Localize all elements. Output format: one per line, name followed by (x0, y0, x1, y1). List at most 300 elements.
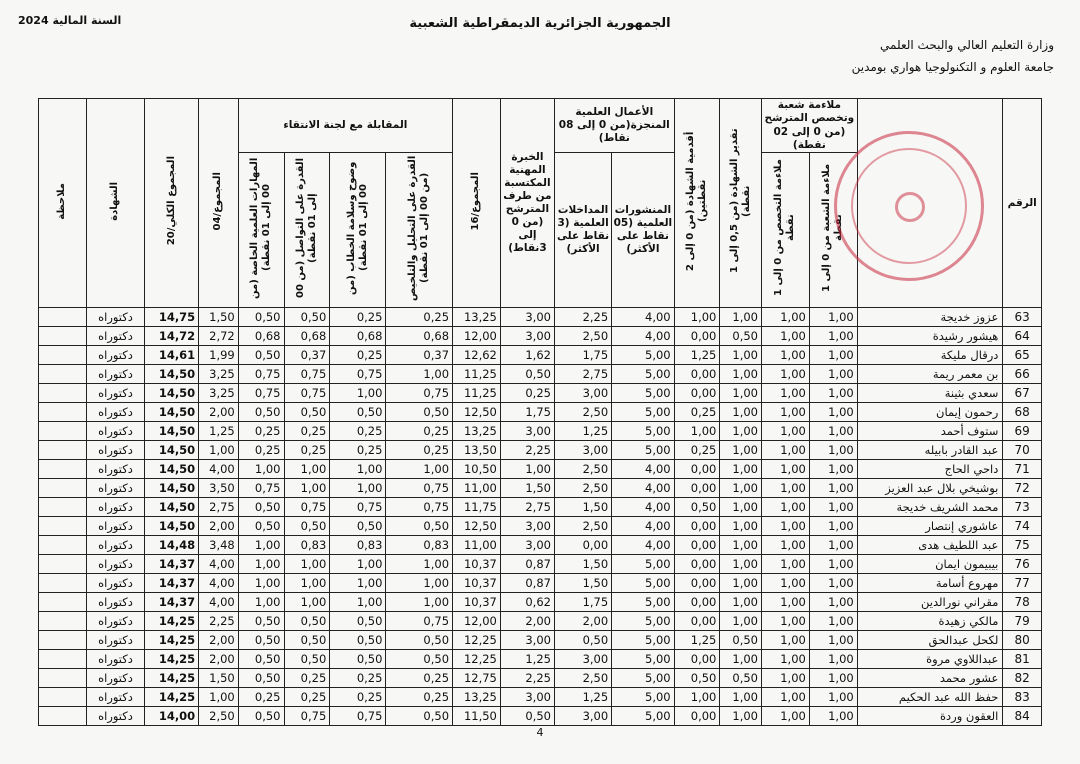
cell-fit-spec: 1,00 (761, 403, 809, 422)
cell-interventions: 2,50 (554, 669, 611, 688)
cell-total16: 11,00 (453, 536, 501, 555)
cell-name: مقراني نورالدين (857, 593, 1003, 612)
cell-total04: 3,25 (199, 365, 239, 384)
cell-certificate: دكتوراه (86, 403, 144, 422)
cell-notes (39, 403, 87, 422)
ministry-name: وزارة التعليم العالي والبحث العلمي (880, 38, 1054, 52)
cell-grand-total: 14,50 (145, 384, 199, 403)
cell-fit-spec: 1,00 (761, 650, 809, 669)
cell-analysis: 0,75 (386, 479, 453, 498)
cell-notes (39, 346, 87, 365)
col-fit-spec: ملاءمة التخصص من 0 إلى 1 نقطة (761, 153, 809, 308)
cell-publications: 4,00 (612, 460, 674, 479)
cell-experience: 1,50 (500, 479, 554, 498)
cell-communication: 1,00 (284, 460, 330, 479)
cell-fit-branch: 1,00 (809, 460, 857, 479)
cell-cert-seniority: 0,00 (674, 555, 720, 574)
cell-cert-grade: 1,00 (720, 688, 762, 707)
cell-analysis: 0,50 (386, 403, 453, 422)
cell-total04: 3,50 (199, 479, 239, 498)
cell-total16: 12,25 (453, 631, 501, 650)
cell-analysis: 0,75 (386, 612, 453, 631)
cell-name: عبد القادر بابيله (857, 441, 1003, 460)
cell-fit-branch: 1,00 (809, 669, 857, 688)
cell-certificate: دكتوراه (86, 555, 144, 574)
cell-skills: 0,25 (238, 422, 284, 441)
cell-interventions: 2,50 (554, 327, 611, 346)
cell-communication: 0,50 (284, 517, 330, 536)
cell-total16: 13,50 (453, 441, 501, 460)
cell-total16: 10,37 (453, 574, 501, 593)
cell-cert-seniority: 1,00 (674, 688, 720, 707)
cell-rank: 70 (1003, 441, 1042, 460)
cell-rank: 83 (1003, 688, 1042, 707)
col-publications: المنشورات العلمية (05 نقاط على الأكثر) (612, 153, 674, 308)
cell-publications: 5,00 (612, 365, 674, 384)
cell-publications: 4,00 (612, 498, 674, 517)
cell-fit-branch: 1,00 (809, 498, 857, 517)
cell-notes (39, 441, 87, 460)
cell-notes (39, 536, 87, 555)
cell-fit-spec: 1,00 (761, 365, 809, 384)
cell-clarity: 0,83 (330, 536, 386, 555)
cell-total04: 2,50 (199, 707, 239, 726)
cell-grand-total: 14,50 (145, 460, 199, 479)
cell-cert-seniority: 0,00 (674, 384, 720, 403)
cell-analysis: 1,00 (386, 593, 453, 612)
table-row (39, 536, 1042, 555)
cell-cert-grade: 1,00 (720, 384, 762, 403)
cell-publications: 5,00 (612, 441, 674, 460)
cell-experience: 2,25 (500, 669, 554, 688)
cell-total04: 2,75 (199, 498, 239, 517)
cell-interventions: 2,25 (554, 308, 611, 327)
cell-fit-spec: 1,00 (761, 574, 809, 593)
cell-skills: 0,50 (238, 631, 284, 650)
cell-total16: 12,50 (453, 517, 501, 536)
cell-cert-grade: 1,00 (720, 422, 762, 441)
cell-communication: 1,00 (284, 555, 330, 574)
cell-notes (39, 688, 87, 707)
cell-total16: 12,75 (453, 669, 501, 688)
cell-rank: 80 (1003, 631, 1042, 650)
cell-skills: 0,50 (238, 346, 284, 365)
cell-fit-spec: 1,00 (761, 555, 809, 574)
cell-name: لكحل عبدالحق (857, 631, 1003, 650)
cell-fit-branch: 1,00 (809, 308, 857, 327)
cell-total04: 2,00 (199, 650, 239, 669)
cell-skills: 0,75 (238, 365, 284, 384)
cell-interventions: 3,00 (554, 441, 611, 460)
col-experience: الخبرة المهنية المكتسبة من طرف المترشح (من 0 إلى 3نقاط) (500, 99, 554, 308)
cell-publications: 4,00 (612, 308, 674, 327)
cell-communication: 0,37 (284, 346, 330, 365)
cell-grand-total: 14,25 (145, 650, 199, 669)
cell-fit-spec: 1,00 (761, 669, 809, 688)
cell-skills: 0,50 (238, 669, 284, 688)
col-communication: القدرة على التواصل (من 00 إلى 01 نقطة) (284, 153, 330, 308)
cell-experience: 0,50 (500, 365, 554, 384)
col-skills: المهارات العلمية الخاصة (من 00 إلى 01 نقطة) (238, 153, 284, 308)
cell-notes (39, 631, 87, 650)
table-row (39, 650, 1042, 669)
cell-name: بن معمر ريمة (857, 365, 1003, 384)
cell-publications: 5,00 (612, 422, 674, 441)
cell-cert-grade: 1,00 (720, 593, 762, 612)
table-row (39, 365, 1042, 384)
cell-total16: 12,00 (453, 612, 501, 631)
cell-interventions: 0,50 (554, 631, 611, 650)
cell-total04: 4,00 (199, 460, 239, 479)
cell-rank: 66 (1003, 365, 1042, 384)
cell-clarity: 0,25 (330, 688, 386, 707)
cell-rank: 78 (1003, 593, 1042, 612)
cell-name: عاشوري إنتصار (857, 517, 1003, 536)
cell-cert-seniority: 0,00 (674, 612, 720, 631)
cell-interventions: 3,00 (554, 707, 611, 726)
cell-clarity: 0,25 (330, 422, 386, 441)
cell-cert-grade: 1,00 (720, 574, 762, 593)
cell-total16: 11,50 (453, 707, 501, 726)
cell-certificate: دكتوراه (86, 593, 144, 612)
cell-total04: 1,25 (199, 422, 239, 441)
cell-skills: 0,68 (238, 327, 284, 346)
cell-fit-branch: 1,00 (809, 631, 857, 650)
cell-grand-total: 14,00 (145, 707, 199, 726)
cell-skills: 0,25 (238, 441, 284, 460)
cell-total16: 11,25 (453, 365, 501, 384)
cell-total04: 2,25 (199, 612, 239, 631)
cell-clarity: 1,00 (330, 574, 386, 593)
col-fit-group: ملاءمة شعبة وتخصص المترشح (من 0 إلى 02 نقطة) (761, 99, 857, 153)
cell-rank: 81 (1003, 650, 1042, 669)
cell-total16: 12,00 (453, 327, 501, 346)
cell-fit-spec: 1,00 (761, 498, 809, 517)
table-row (39, 612, 1042, 631)
table-row (39, 441, 1042, 460)
cell-experience: 0,25 (500, 384, 554, 403)
cell-fit-spec: 1,00 (761, 593, 809, 612)
cell-fit-branch: 1,00 (809, 593, 857, 612)
cell-cert-grade: 0,50 (720, 327, 762, 346)
cell-experience: 2,75 (500, 498, 554, 517)
cell-interventions: 3,00 (554, 650, 611, 669)
col-cert-grade: تقدير الشهادة (من 0,5 إلى 1 نقطة) (720, 99, 762, 308)
col-works-group: الأعمال العلمية المنجزة(من 0 إلى 08 نقاط) (554, 99, 674, 153)
col-interventions: المداخلات العلمية (3 نقاط على الأكثر) (554, 153, 611, 308)
cell-interventions: 1,25 (554, 422, 611, 441)
cell-publications: 5,00 (612, 346, 674, 365)
cell-clarity: 1,00 (330, 384, 386, 403)
cell-cert-grade: 1,00 (720, 536, 762, 555)
cell-cert-grade: 1,00 (720, 346, 762, 365)
cell-analysis: 0,50 (386, 631, 453, 650)
cell-cert-seniority: 1,00 (674, 308, 720, 327)
cell-name: داحي الحاج (857, 460, 1003, 479)
cell-clarity: 0,25 (330, 308, 386, 327)
col-certificate: الشهادة (86, 99, 144, 308)
cell-total04: 2,00 (199, 517, 239, 536)
cell-rank: 72 (1003, 479, 1042, 498)
cell-clarity: 0,50 (330, 403, 386, 422)
cell-notes (39, 517, 87, 536)
cell-interventions: 1,25 (554, 688, 611, 707)
table-row (39, 593, 1042, 612)
cell-name: درقال مليكة (857, 346, 1003, 365)
cell-experience: 1,25 (500, 650, 554, 669)
cell-experience: 0,87 (500, 555, 554, 574)
cell-fit-spec: 1,00 (761, 707, 809, 726)
fiscal-year: السنة المالية 2024 (18, 14, 122, 27)
republic-title: الجمهورية الجزائرية الديمقراطية الشعبية (409, 16, 671, 31)
cell-name: حفظ الله عبد الحكيم (857, 688, 1003, 707)
cell-skills: 0,50 (238, 650, 284, 669)
cell-skills: 1,00 (238, 593, 284, 612)
cell-experience: 2,25 (500, 441, 554, 460)
cell-skills: 1,00 (238, 460, 284, 479)
cell-grand-total: 14,37 (145, 593, 199, 612)
cell-fit-spec: 1,00 (761, 517, 809, 536)
cell-skills: 0,50 (238, 707, 284, 726)
cell-notes (39, 555, 87, 574)
cell-cert-grade: 1,00 (720, 707, 762, 726)
cell-cert-grade: 1,00 (720, 403, 762, 422)
cell-total04: 3,48 (199, 536, 239, 555)
cell-fit-branch: 1,00 (809, 327, 857, 346)
cell-notes (39, 669, 87, 688)
cell-fit-branch: 1,00 (809, 365, 857, 384)
cell-cert-grade: 0,50 (720, 631, 762, 650)
cell-experience: 0,50 (500, 707, 554, 726)
cell-publications: 4,00 (612, 327, 674, 346)
cell-fit-branch: 1,00 (809, 479, 857, 498)
table-row (39, 346, 1042, 365)
cell-rank: 79 (1003, 612, 1042, 631)
cell-grand-total: 14,25 (145, 612, 199, 631)
cell-cert-seniority: 1,25 (674, 631, 720, 650)
cell-total04: 4,00 (199, 555, 239, 574)
cell-clarity: 0,75 (330, 365, 386, 384)
cell-name: سعدي بثينة (857, 384, 1003, 403)
cell-total16: 13,25 (453, 688, 501, 707)
table-row (39, 479, 1042, 498)
cell-communication: 0,50 (284, 612, 330, 631)
cell-rank: 74 (1003, 517, 1042, 536)
cell-certificate: دكتوراه (86, 574, 144, 593)
cell-skills: 0,50 (238, 308, 284, 327)
cell-grand-total: 14,50 (145, 517, 199, 536)
cell-analysis: 0,50 (386, 707, 453, 726)
cell-certificate: دكتوراه (86, 346, 144, 365)
cell-total16: 11,25 (453, 384, 501, 403)
cell-total16: 11,75 (453, 498, 501, 517)
cell-name: العقون وردة (857, 707, 1003, 726)
col-rank: الرقم (1003, 99, 1042, 308)
cell-experience: 2,00 (500, 612, 554, 631)
cell-fit-branch: 1,00 (809, 403, 857, 422)
table-row (39, 403, 1042, 422)
col-analysis: القدرة على التحليل والتلخيص (من 00 إلى 01 نقطة) (386, 153, 453, 308)
cell-certificate: دكتوراه (86, 308, 144, 327)
cell-grand-total: 14,37 (145, 555, 199, 574)
cell-certificate: دكتوراه (86, 631, 144, 650)
cell-grand-total: 14,50 (145, 479, 199, 498)
cell-interventions: 1,50 (554, 574, 611, 593)
cell-name: مهروع أسامة (857, 574, 1003, 593)
cell-certificate: دكتوراه (86, 441, 144, 460)
cell-skills: 1,00 (238, 555, 284, 574)
cell-total04: 4,00 (199, 593, 239, 612)
cell-certificate: دكتوراه (86, 498, 144, 517)
cell-interventions: 1,50 (554, 498, 611, 517)
cell-fit-spec: 1,00 (761, 384, 809, 403)
cell-cert-seniority: 1,00 (674, 422, 720, 441)
cell-communication: 1,00 (284, 479, 330, 498)
cell-certificate: دكتوراه (86, 422, 144, 441)
cell-fit-spec: 1,00 (761, 479, 809, 498)
cell-communication: 0,50 (284, 308, 330, 327)
cell-total16: 10,50 (453, 460, 501, 479)
cell-grand-total: 14,48 (145, 536, 199, 555)
cell-clarity: 1,00 (330, 555, 386, 574)
cell-certificate: دكتوراه (86, 327, 144, 346)
cell-fit-branch: 1,00 (809, 422, 857, 441)
cell-rank: 84 (1003, 707, 1042, 726)
cell-experience: 3,00 (500, 308, 554, 327)
cell-communication: 0,75 (284, 384, 330, 403)
cell-publications: 5,00 (612, 555, 674, 574)
cell-publications: 5,00 (612, 384, 674, 403)
cell-fit-branch: 1,00 (809, 707, 857, 726)
cell-analysis: 0,50 (386, 517, 453, 536)
cell-rank: 77 (1003, 574, 1042, 593)
cell-notes (39, 308, 87, 327)
table-row (39, 384, 1042, 403)
cell-cert-grade: 1,00 (720, 498, 762, 517)
col-notes: ملاحظة (39, 99, 87, 308)
cell-experience: 0,87 (500, 574, 554, 593)
cell-cert-seniority: 0,50 (674, 498, 720, 517)
cell-total04: 2,00 (199, 403, 239, 422)
cell-analysis: 0,37 (386, 346, 453, 365)
cell-fit-branch: 1,00 (809, 346, 857, 365)
cell-cert-seniority: 0,00 (674, 365, 720, 384)
cell-clarity: 1,00 (330, 479, 386, 498)
cell-interventions: 2,50 (554, 479, 611, 498)
cell-publications: 4,00 (612, 479, 674, 498)
cell-grand-total: 14,25 (145, 688, 199, 707)
cell-publications: 5,00 (612, 688, 674, 707)
cell-rank: 82 (1003, 669, 1042, 688)
cell-cert-grade: 1,00 (720, 555, 762, 574)
cell-skills: 0,25 (238, 688, 284, 707)
cell-name: عزوز خديجة (857, 308, 1003, 327)
cell-clarity: 0,50 (330, 631, 386, 650)
cell-cert-seniority: 0,00 (674, 536, 720, 555)
cell-communication: 1,00 (284, 593, 330, 612)
cell-fit-branch: 1,00 (809, 517, 857, 536)
cell-total04: 1,99 (199, 346, 239, 365)
cell-experience: 1,00 (500, 460, 554, 479)
cell-grand-total: 14,25 (145, 669, 199, 688)
cell-cert-seniority: 0,25 (674, 403, 720, 422)
cell-interventions: 1,75 (554, 593, 611, 612)
cell-total04: 2,72 (199, 327, 239, 346)
cell-fit-spec: 1,00 (761, 422, 809, 441)
cell-skills: 0,50 (238, 517, 284, 536)
cell-certificate: دكتوراه (86, 669, 144, 688)
cell-fit-branch: 1,00 (809, 536, 857, 555)
cell-analysis: 1,00 (386, 365, 453, 384)
cell-cert-grade: 1,00 (720, 308, 762, 327)
cell-interventions: 0,00 (554, 536, 611, 555)
cell-total04: 2,00 (199, 631, 239, 650)
cell-interventions: 2,75 (554, 365, 611, 384)
cell-notes (39, 593, 87, 612)
cell-experience: 3,00 (500, 327, 554, 346)
cell-rank: 68 (1003, 403, 1042, 422)
table-row (39, 327, 1042, 346)
cell-total04: 1,00 (199, 688, 239, 707)
cell-certificate: دكتوراه (86, 536, 144, 555)
table-row (39, 498, 1042, 517)
cell-notes (39, 574, 87, 593)
cell-total04: 1,50 (199, 308, 239, 327)
cell-notes (39, 650, 87, 669)
cell-rank: 65 (1003, 346, 1042, 365)
col-total04: المجموع/04 (199, 99, 239, 308)
cell-cert-grade: 1,00 (720, 479, 762, 498)
cell-certificate: دكتوراه (86, 650, 144, 669)
cell-grand-total: 14,50 (145, 365, 199, 384)
cell-cert-grade: 1,00 (720, 650, 762, 669)
cell-analysis: 0,68 (386, 327, 453, 346)
cell-interventions: 1,50 (554, 555, 611, 574)
cell-notes (39, 479, 87, 498)
cell-skills: 0,50 (238, 612, 284, 631)
cell-experience: 0,62 (500, 593, 554, 612)
cell-grand-total: 14,75 (145, 308, 199, 327)
cell-total16: 10,37 (453, 593, 501, 612)
cell-notes (39, 327, 87, 346)
cell-grand-total: 14,50 (145, 422, 199, 441)
cell-experience: 3,00 (500, 422, 554, 441)
table-row (39, 707, 1042, 726)
cell-total04: 4,00 (199, 574, 239, 593)
cell-cert-seniority: 0,50 (674, 669, 720, 688)
university-name: جامعة العلوم و التكنولوجيا هواري بومدين (851, 60, 1054, 74)
cell-communication: 0,75 (284, 365, 330, 384)
cell-cert-seniority: 0,00 (674, 593, 720, 612)
cell-cert-seniority: 0,00 (674, 479, 720, 498)
cell-clarity: 0,25 (330, 441, 386, 460)
cell-cert-seniority: 0,25 (674, 441, 720, 460)
cell-analysis: 0,75 (386, 498, 453, 517)
results-table (38, 98, 1042, 726)
table-row (39, 460, 1042, 479)
cell-rank: 76 (1003, 555, 1042, 574)
cell-notes (39, 365, 87, 384)
cell-fit-branch: 1,00 (809, 650, 857, 669)
cell-analysis: 0,25 (386, 422, 453, 441)
cell-communication: 0,68 (284, 327, 330, 346)
cell-communication: 0,83 (284, 536, 330, 555)
cell-grand-total: 14,25 (145, 631, 199, 650)
cell-cert-grade: 1,00 (720, 517, 762, 536)
cell-analysis: 0,25 (386, 669, 453, 688)
cell-interventions: 3,00 (554, 384, 611, 403)
col-interview-group: المقابلة مع لجنة الانتقاء (238, 99, 452, 153)
